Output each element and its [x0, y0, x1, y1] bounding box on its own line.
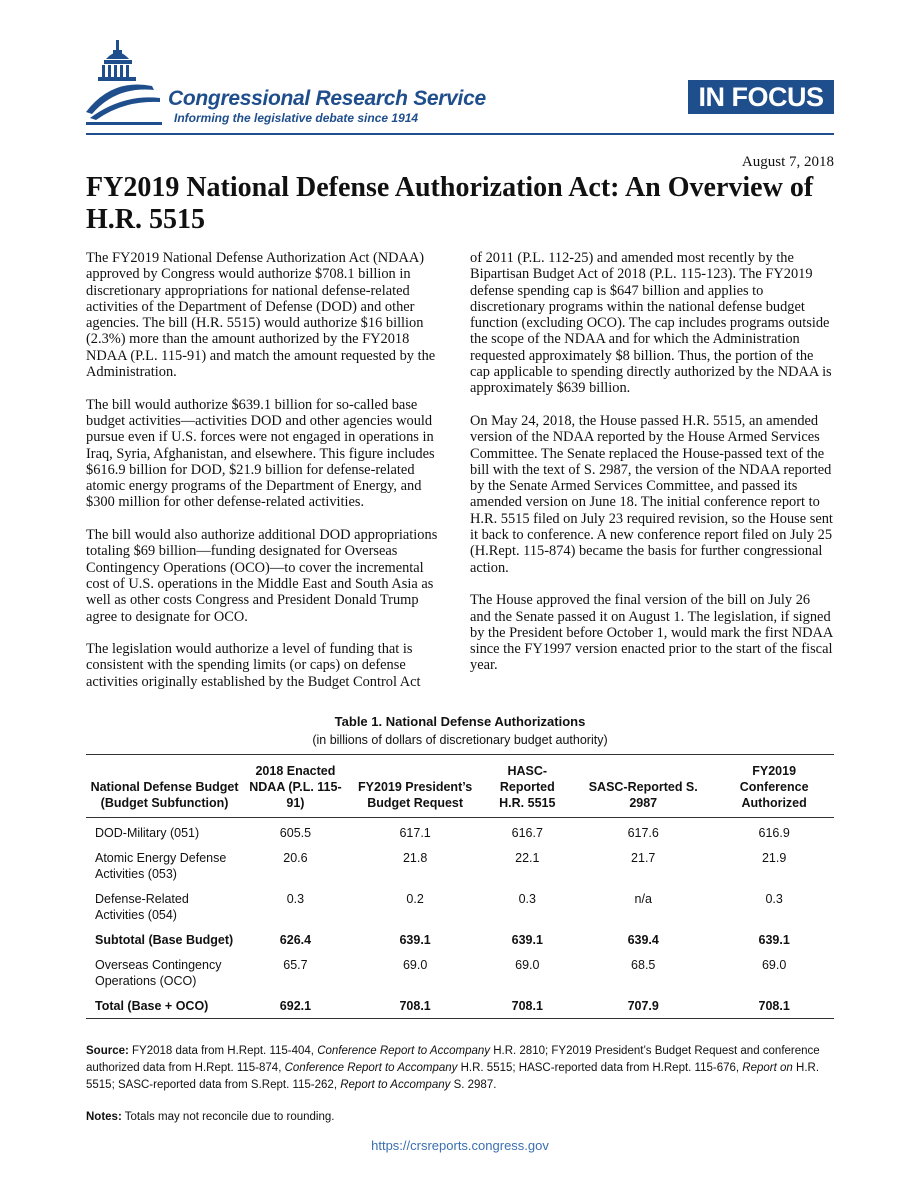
publication-date: August 7, 2018 — [741, 154, 834, 170]
table-cell: 639.1 — [511, 933, 543, 947]
authorizations-table — [86, 754, 834, 1019]
body-column-left — [86, 250, 450, 706]
header-divider — [86, 133, 834, 135]
column-header: FY2019 Conference Authorized — [714, 755, 834, 818]
row-label: Subtotal (Base Budget) — [95, 933, 234, 947]
table-cell: 0.3 — [286, 892, 305, 906]
table-cell: n/a — [634, 892, 652, 906]
table-cell: 22.1 — [515, 851, 540, 865]
table-cell: 65.7 — [283, 958, 308, 972]
table-row — [86, 843, 834, 884]
source-citation: Conference Report to Accompany — [317, 1045, 491, 1057]
table-cell: 0.3 — [518, 892, 536, 906]
source-text: H.R. 5515; SASC-reported data from S.Rept. 115-262, — [86, 1062, 820, 1091]
table-title: Table 1. National Defense Authorizations — [334, 714, 586, 729]
table-cell: 0.3 — [765, 892, 783, 906]
paragraph: The legislation would authorize a level of funding that is consistent with the spending limits (or caps) on defense activities originally established by the Budget Control Act — [86, 641, 421, 690]
column-header: SASC-Reported S. 2987 — [572, 755, 714, 818]
source-label: Source: — [86, 1045, 129, 1057]
table-cell: 605.5 — [279, 826, 312, 840]
table-row — [86, 884, 834, 925]
table-cell: 708.1 — [482, 991, 572, 1019]
source-text: H.R. 5515; HASC-reported data from H.Rept. 115-676, — [457, 1062, 743, 1074]
table-cell: 626.4 — [279, 933, 312, 947]
source-text: S. 2987. — [450, 1079, 497, 1091]
table-cell: 639.1 — [758, 933, 790, 947]
table-cell: 21.8 — [402, 851, 428, 865]
paragraph: The bill would also authorize additional DOD appropriations totaling $69 billion—funding designated for Overseas Contingency Operations (OCO)—to cover the incremental cost of U.S. operations in the Middle East and South Asia as well as other costs Congress and President Donald Trump agree to designate for OCO. — [86, 527, 438, 625]
table-cell: 639.4 — [627, 933, 659, 947]
table-cell: 21.9 — [761, 851, 787, 865]
table-cell: 708.1 — [348, 991, 483, 1019]
org-name: Congressional Research Service — [168, 87, 486, 110]
notes-label: Notes: — [86, 1111, 122, 1123]
column-header: 2018 Enacted NDAA (P.L. 115-91) — [243, 755, 348, 818]
page-header — [0, 0, 920, 140]
source-text: H.R. 2810; FY2019 President’s Budget Request and conference authorized data from H.Rept. 115-874, — [86, 1045, 820, 1074]
table-cell: 616.9 — [758, 826, 790, 840]
paragraph: The House approved the final version of the bill on July 26 and the Senate passed it on August 1. The legislation, if signed by the President before October 1, would mark the first NDAA since the FY1997 version enacted prior to the start of the fiscal year. — [470, 592, 833, 674]
table-cell: 616.7 — [511, 826, 543, 840]
table-cell: 692.1 — [243, 991, 348, 1019]
column-header: National Defense Budget (Budget Subfunction) — [86, 755, 243, 818]
column-header: HASC-Reported H.R. 5515 — [482, 755, 572, 818]
table-row — [86, 818, 834, 844]
in-focus-badge: IN FOCUS — [688, 80, 834, 114]
footer-link[interactable]: https://crsreports.congress.gov — [371, 1138, 549, 1153]
table-cell: 707.9 — [572, 991, 714, 1019]
table-header-row — [86, 755, 834, 818]
table-cell: 69.0 — [761, 958, 787, 972]
paragraph: of 2011 (P.L. 112-25) and amended most recently by the Bipartisan Budget Act of 2018 (P.L. 115-123). The FY2019 defense spending cap is $647 billion and applies to discretionary programs within the national defense budget function (excluding OCO). The cap includes programs outside the scope of the NDAA and for which the Administration requested approximately $8 billion. Thus, the portion of the cap applicable to spending directly authorized by the NDAA is approximately $639 billion. — [470, 250, 832, 397]
row-label: Overseas Contingency Operations (OCO) — [95, 958, 222, 988]
source-citation: Report on — [742, 1062, 793, 1074]
page-title: FY2019 National Defense Authorization Act: An Overview of H.R. 5515 — [86, 172, 814, 235]
row-label: Total (Base + OCO) — [86, 991, 243, 1019]
row-label: Atomic Energy Defense Activities (053) — [95, 851, 227, 881]
table-cell: 69.0 — [515, 958, 540, 972]
notes-text: Totals may not reconcile due to rounding. — [121, 1111, 335, 1123]
table-cell: 617.6 — [627, 826, 659, 840]
paragraph: On May 24, 2018, the House passed H.R. 5515, an amended version of the NDAA reported by the House Armed Services Committee. The Senate replaced the House-passed text of the bill with the text of S. 2987, the version of the NDAA reported by the Senate Armed Services Committee, and passed its amended version on June 18. The initial conference report to H.R. 5515 filed on July 23 required revision, so the House sent it back to conference. A new conference report filed on July 25 (H.Rept. 115-874) became the basis for further congressional action. — [470, 412, 833, 576]
table-subtitle: (in billions of dollars of discretionary budget authority) — [312, 733, 608, 747]
table-source-note — [86, 1043, 834, 1094]
table-cell: 20.6 — [283, 851, 308, 865]
org-tagline: Informing the legislative debate since 1914 — [174, 111, 419, 125]
row-label: Defense-Related Activities (054) — [95, 892, 189, 922]
table-notes — [86, 1109, 834, 1126]
table-cell: 21.7 — [631, 851, 656, 865]
table-cell: 69.0 — [402, 958, 428, 972]
paragraph: The FY2019 National Defense Authorization Act (NDAA) approved by Congress would authorize $708.1 billion in discretionary appropriations for national defense-related activities of the Department of Defense (DOD) and other agencies. The bill (H.R. 5515) would authorize $16 billion (2.3%) more than the amount authorized by the FY2018 NDAA (P.L. 115-91) and match the amount requested by the Administration. — [86, 250, 436, 381]
table-row-subtotal — [86, 925, 834, 950]
table-cell: 639.1 — [399, 933, 431, 947]
table-cell: 68.5 — [631, 958, 656, 972]
row-label: DOD-Military (051) — [95, 826, 200, 840]
source-citation: Report to Accompany — [340, 1079, 451, 1091]
capitol-dome-icon — [82, 38, 166, 130]
table-cell: 0.2 — [406, 892, 424, 906]
table-cell: 617.1 — [399, 826, 431, 840]
table-row-total — [86, 991, 834, 1019]
paragraph: The bill would authorize $639.1 billion for so-called base budget activities—activities DOD and other agencies would pursue even if U.S. forces were not engaged in operations in Iraq, Syria, Afghanistan, and elsewhere. This figure includes $616.9 billion for DOD, $21.9 billion for defense-related atomic energy programs of the Department of Energy, and $300 million for other defense-related activities. — [86, 396, 435, 511]
table-row — [86, 950, 834, 991]
source-text: FY2018 data from H.Rept. 115-404, — [128, 1045, 318, 1057]
source-citation: Conference Report to Accompany — [284, 1062, 458, 1074]
column-header: FY2019 President’s Budget Request — [348, 755, 483, 818]
table-cell: 708.1 — [714, 991, 834, 1019]
body-column-right — [470, 250, 834, 690]
